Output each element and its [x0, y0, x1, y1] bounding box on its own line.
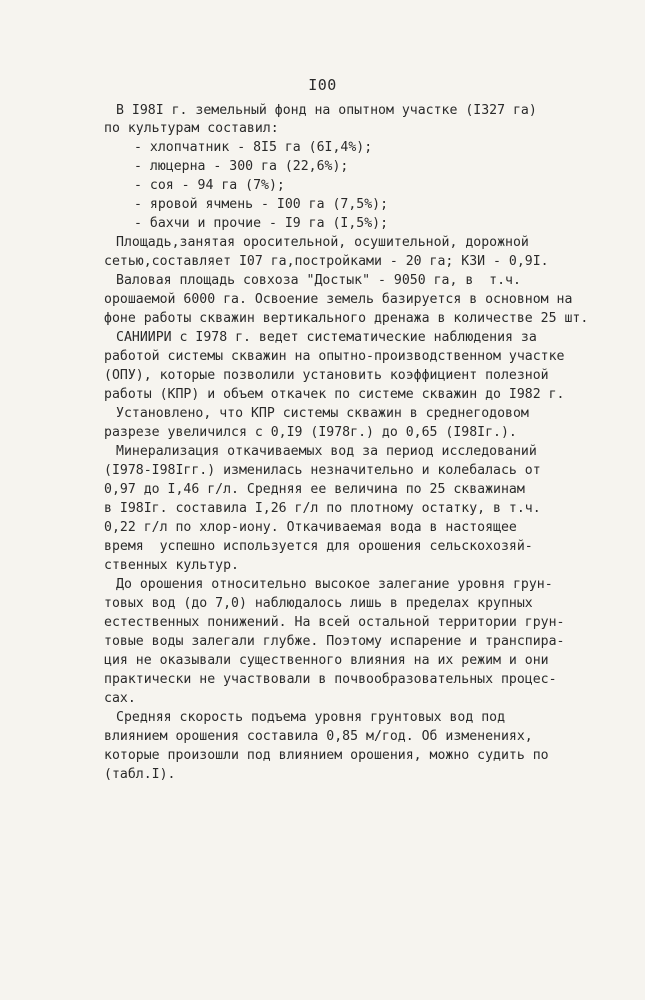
list-item: - соя - 94 га (7%);: [134, 178, 285, 193]
text-line: (ОПУ), которые позволили установить коэффициент полезной: [104, 368, 549, 383]
text-line: Площадь,занятая оросительной, осушительной, дорожной: [116, 235, 529, 250]
text-line: по культурам составил:: [104, 121, 279, 136]
text-line: (табл.I).: [104, 767, 176, 782]
text-line: естественных понижений. На всей остальной территории грун-: [104, 615, 565, 630]
list-item: - яровой ячмень - I00 га (7,5%);: [134, 197, 389, 212]
page-number: I00: [308, 76, 337, 94]
text-line: Валовая площадь совхоза "Достык" - 9050 га, в т.ч.: [116, 273, 521, 288]
text-line: которые произошли под влиянием орошения, можно судить по: [104, 748, 549, 763]
text-line: товые воды залегали глубже. Поэтому испарение и транспира-: [104, 634, 565, 649]
text-line: (I978-I98Iгг.) изменилась незначительно и колебалась от: [104, 463, 541, 478]
text-line: орошаемой 6000 га. Освоение земель базируется в основном на: [104, 292, 573, 307]
text-line: ственных культур.: [104, 558, 239, 573]
text-line: фоне работы скважин вертикального дренажа в количестве 25 шт.: [104, 311, 589, 326]
text-line: ция не оказывали существенного влияния на их режим и они: [104, 653, 549, 668]
text-line: САНИИРИ с I978 г. ведет систематические наблюдения за: [116, 330, 537, 345]
text-line: в I98Iг. составила I,26 г/л по плотному остатку, в т.ч.: [104, 501, 541, 516]
text-line: работой системы скважин на опытно-производственном участке: [104, 349, 565, 364]
text-line: 0,22 г/л по хлор-иону. Откачиваемая вода в настоящее: [104, 520, 517, 535]
text-line: Средняя скорость подъема уровня грунтовых вод под: [116, 710, 506, 725]
text-line: Установлено, что КПР системы скважин в среднегодовом: [116, 406, 529, 421]
text-line: товых вод (до 7,0) наблюдалось лишь в пределах крупных: [104, 596, 533, 611]
text-line: В I98I г. земельный фонд на опытном участке (I327 га): [116, 103, 537, 118]
text-line: 0,97 до I,46 г/л. Средняя ее величина по 25 скважинам: [104, 482, 525, 497]
text-line: Минерализация откачиваемых вод за период исследований: [116, 444, 537, 459]
text-line: сах.: [104, 691, 136, 706]
text-line: влиянием орошения составила 0,85 м/год. Об изменениях,: [104, 729, 533, 744]
text-line: работы (КПР) и объем откачек по системе скважин до I982 г.: [104, 387, 565, 402]
list-item: - люцерна - 300 га (22,6%);: [134, 159, 349, 174]
text-line: время успешно используется для орошения сельскохозяй-: [104, 539, 533, 554]
text-line: До орошения относительно высокое залегание уровня грун-: [116, 577, 553, 592]
text-line: практически не участвовали в почвообразовательных процес-: [104, 672, 557, 687]
list-item: - хлопчатник - 8I5 га (6I,4%);: [134, 140, 373, 155]
list-item: - бахчи и прочие - I9 га (I,5%);: [134, 216, 389, 231]
text-line: разрезе увеличился с 0,I9 (I978г.) до 0,65 (I98Iг.).: [104, 425, 517, 440]
text-line: сетью,составляет I07 га,постройками - 20 га; КЗИ - 0,9I.: [104, 254, 549, 269]
